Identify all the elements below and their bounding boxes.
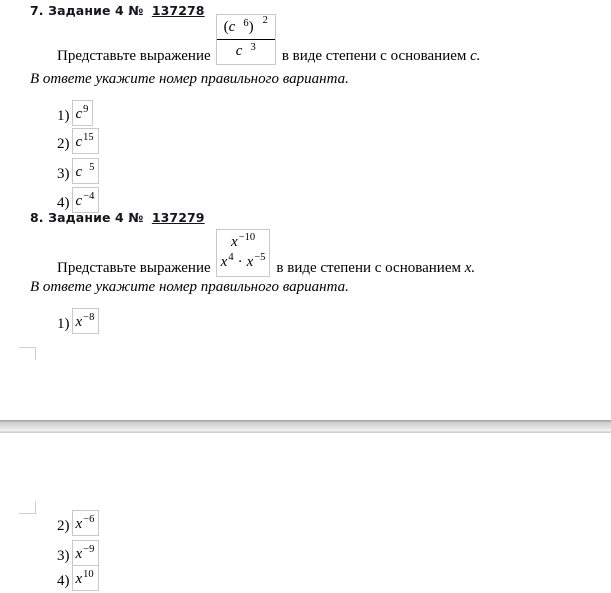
multiplication-dot: ·: [237, 254, 243, 270]
close-paren: ): [248, 19, 254, 35]
base-variable: x: [75, 516, 83, 532]
open-paren: (: [223, 19, 229, 35]
exponent: −9: [83, 544, 95, 555]
base-letter: x.: [464, 260, 476, 276]
option-label: 2): [57, 518, 70, 534]
base-variable: c: [75, 164, 83, 180]
exponent: −4: [83, 191, 95, 202]
base-variable: c: [75, 193, 83, 209]
option-label: 4): [57, 195, 70, 211]
exponent: 15: [83, 132, 94, 143]
base-variable: c: [235, 43, 243, 59]
base-variable: c: [75, 134, 83, 150]
option-formula-image: [72, 308, 100, 334]
base-variable: x: [220, 254, 228, 270]
option-row-2: [57, 126, 99, 152]
problem-7-title: 7. Задание 4 №: [30, 3, 144, 18]
statement-intro-text: Представьте выражение: [57, 48, 211, 64]
base-variable: c: [75, 106, 83, 122]
base-variable: x: [230, 234, 238, 250]
option-label: 3): [57, 166, 70, 182]
base-variable: x: [75, 571, 83, 587]
fraction-denominator: [217, 253, 270, 276]
fraction-formula-image: [216, 229, 271, 277]
problem-7-header: [30, 3, 205, 18]
denominator-exponent: 3: [250, 42, 256, 53]
option-row-3: [57, 538, 99, 564]
exponent: 4: [228, 252, 234, 263]
option-formula-image: [72, 128, 99, 154]
page-break-gap[interactable]: [0, 420, 611, 433]
base-letter: c.: [470, 48, 481, 64]
fraction-numerator: [217, 15, 275, 40]
option-row-1: [57, 306, 99, 332]
problem-8-instruction: В ответе укажите номер правильного варианта.: [30, 279, 349, 295]
base-variable: x: [246, 254, 254, 270]
option-formula-image: [72, 510, 100, 536]
base-variable: c: [228, 19, 236, 35]
option-formula-image: [72, 565, 99, 591]
exponent: 5: [89, 162, 95, 173]
tail-text: в виде степени с основанием: [276, 260, 461, 276]
option-row-2: [57, 508, 99, 534]
option-row-3: [57, 156, 99, 182]
base-variable: x: [75, 314, 83, 330]
option-label: 2): [57, 136, 70, 152]
problem-8-statement: [57, 230, 475, 277]
option-row-4: [57, 563, 99, 589]
option-row-4: [57, 185, 99, 211]
option-label: 3): [57, 548, 70, 564]
problem-7-number-link[interactable]: 137278: [151, 3, 205, 18]
option-label: 1): [57, 316, 70, 332]
statement-intro-text: Представьте выражение: [57, 260, 211, 276]
fraction-denominator: [217, 40, 275, 64]
problem-8-title: 8. Задание 4 №: [30, 210, 144, 225]
text-boundary-mark: [19, 347, 36, 360]
exponent: −8: [83, 312, 95, 323]
option-label: 4): [57, 573, 70, 589]
fraction-formula-image: [216, 14, 276, 65]
option-label: 1): [57, 108, 70, 124]
exponent: 9: [83, 104, 89, 115]
exponent: −6: [83, 514, 95, 525]
option-row-1: [57, 98, 93, 124]
fraction-numerator: [217, 230, 270, 253]
problem-8-number-link[interactable]: 137279: [151, 210, 205, 225]
statement-tail-text: [276, 260, 475, 277]
option-formula-image: [72, 158, 100, 184]
exponent: −5: [254, 252, 266, 263]
exponent: 10: [83, 569, 94, 580]
problem-8-header: [30, 210, 205, 225]
problem-7-instruction: В ответе укажите номер правильного варианта.: [30, 71, 349, 87]
tail-text: в виде степени с основанием: [281, 48, 467, 64]
statement-tail-text: [282, 48, 481, 65]
outer-exponent: 2: [262, 15, 268, 26]
option-formula-image: [72, 100, 94, 126]
base-variable: x: [75, 546, 83, 562]
inner-exponent: 6: [243, 18, 249, 29]
numerator-exponent: −10: [238, 232, 256, 243]
problem-7-statement: [57, 15, 481, 65]
text-boundary-mark: [19, 501, 36, 514]
